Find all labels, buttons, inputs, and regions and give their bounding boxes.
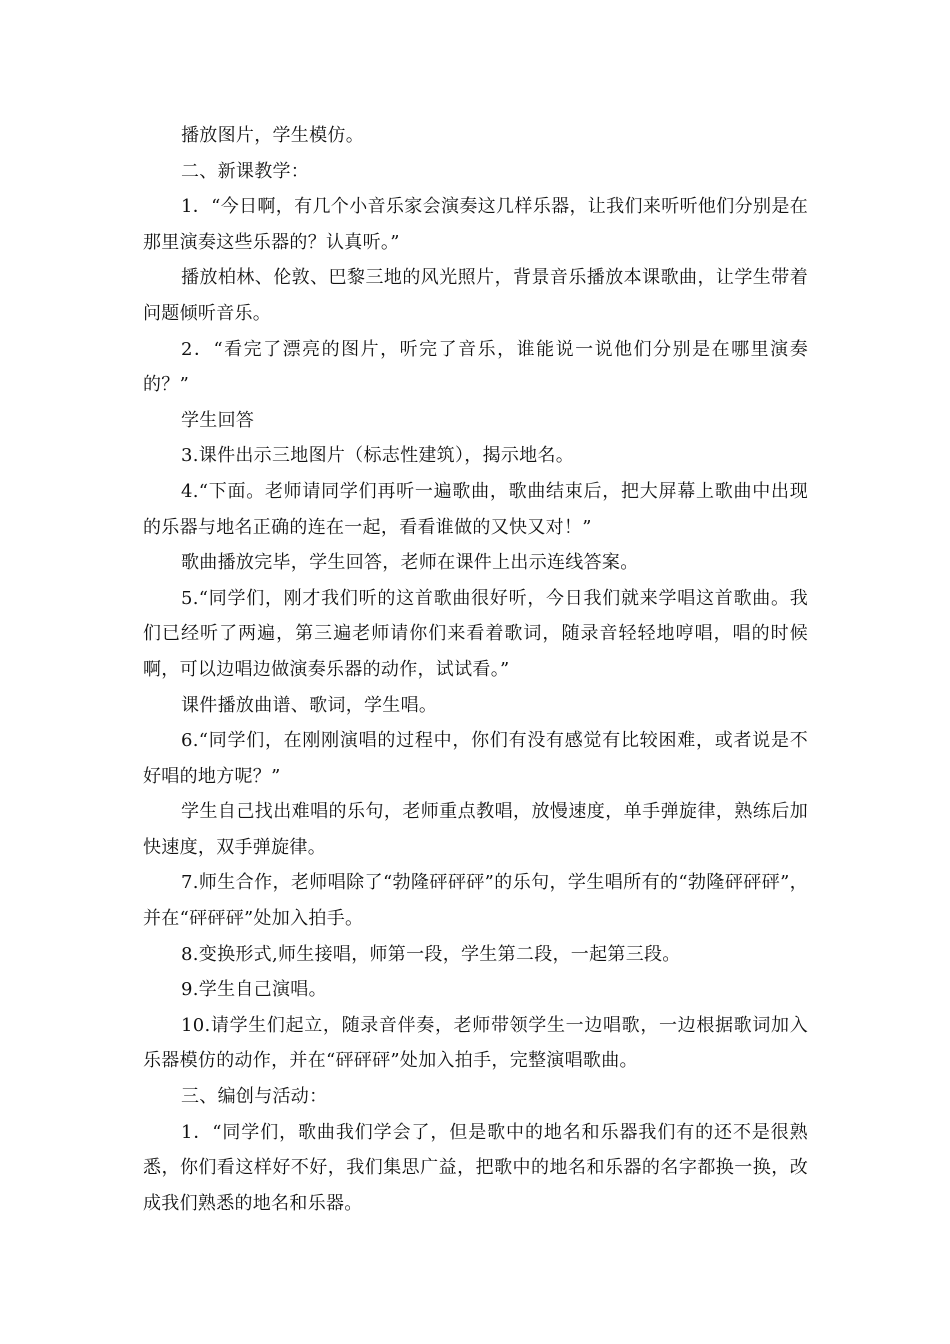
paragraph: 10.请学生们起立，随录音伴奏，老师带领学生一边唱歌，一边根据歌词加入乐器模仿的动作，并在“砰砰砰”处加入拍手，完整演唱歌曲。: [143, 1014, 808, 1072]
paragraph: 学生回答: [181, 409, 255, 431]
section-heading: 三、编创与活动：: [181, 1086, 328, 1108]
paragraph: 学生自己找出难唱的乐句，老师重点教唱，放慢速度，单手弹旋律，熟练后加快速度，双手弹旋律。: [143, 801, 808, 858]
paragraph: 9.学生自己演唱。: [181, 979, 327, 1001]
paragraph: 歌曲播放完毕，学生回答，老师在课件上出示连线答案。: [181, 552, 639, 574]
paragraph: 播放柏林、伦敦、巴黎三地的风光照片，背景音乐播放本课歌曲，让学生带着问题倾听音乐。: [143, 267, 808, 324]
paragraph: 2．“看完了漂亮的图片，听完了音乐，谁能说一说他们分别是在哪里演奏的？”: [143, 338, 808, 396]
paragraph: 课件播放曲谱、歌词，学生唱。: [181, 694, 438, 716]
paragraph: 1．“今日啊，有几个小音乐家会演奏这几样乐器，让我们来听听他们分别是在那里演奏这些乐器的？认真听。”: [143, 196, 808, 253]
paragraph: 8.变换形式,师生接唱，师第一段，学生第二段，一起第三段。: [181, 943, 681, 965]
paragraph: 4.“下面。老师请同学们再听一遍歌曲，歌曲结束后，把大屏幕上歌曲中出现的乐器与地名正确的连在一起，看看谁做的又快又对！”: [143, 480, 808, 538]
paragraph: 播放图片，学生模仿。: [181, 125, 364, 146]
document-body: [143, 118, 808, 1221]
paragraph: 3.课件出示三地图片（标志性建筑），揭示地名。: [181, 445, 575, 467]
paragraph: 5.“同学们，刚才我们听的这首歌曲很好听，今日我们就来学唱这首歌曲。我们已经听了两遍，第三遍老师请你们来看着歌词，随录音轻轻地哼唱，唱的时候啊，可以边唱边做演奏乐器的动作，试试看。”: [143, 587, 808, 680]
paragraph: 7.师生合作，老师唱除了“勃隆砰砰砰”的乐句，学生唱所有的“勃隆砰砰砰”，并在“砰砰砰”处加入拍手。: [143, 872, 808, 930]
paragraph: 6.“同学们，在刚刚演唱的过程中，你们有没有感觉有比较困难，或者说是不好唱的地方呢？”: [143, 730, 808, 787]
section-heading: 二、新课教学：: [181, 160, 310, 182]
paragraph: 1．“同学们，歌曲我们学会了，但是歌中的地名和乐器我们有的还不是很熟悉，你们看这样好不好，我们集思广益，把歌中的地名和乐器的名字都换一换，改成我们熟悉的地名和乐器。: [143, 1121, 808, 1214]
